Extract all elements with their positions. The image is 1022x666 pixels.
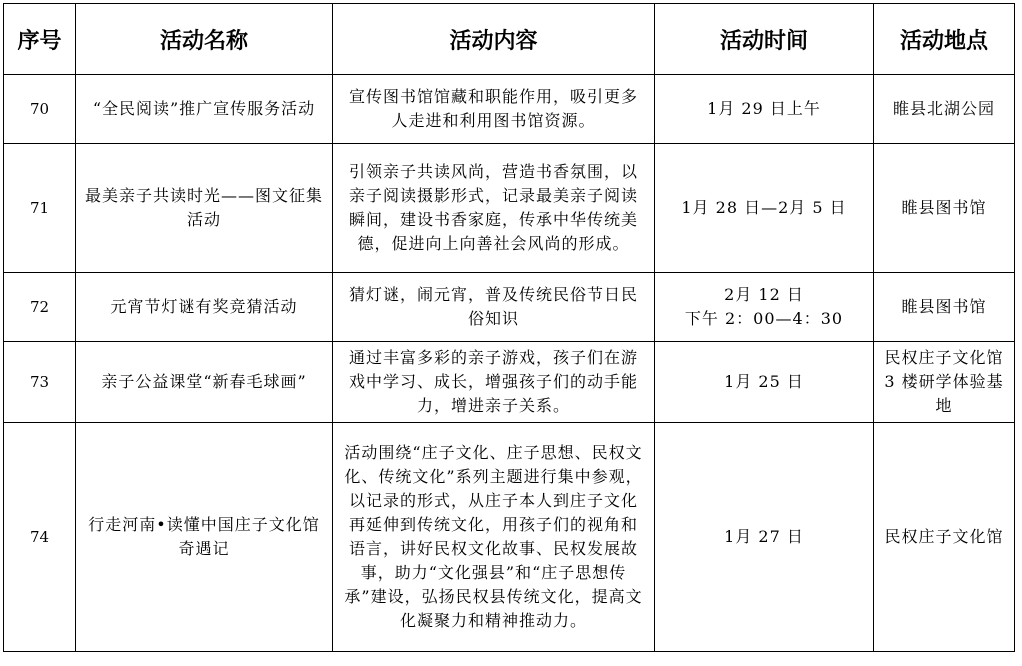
table-body xyxy=(4,75,1015,652)
header-no: 序号 xyxy=(4,4,76,75)
activity-table xyxy=(3,3,1015,652)
row-place: 睢县北湖公园 xyxy=(874,75,1015,144)
header-time: 活动时间 xyxy=(655,4,874,75)
row-place: 睢县图书馆 xyxy=(874,273,1015,342)
row-content: 猜灯谜，闹元宵，普及传统民俗节日民俗知识 xyxy=(333,273,655,342)
row-content: 通过丰富多彩的亲子游戏，孩子们在游戏中学习、成长，增强孩子们的动手能力，增进亲子关系。 xyxy=(333,342,655,423)
row-no: 71 xyxy=(4,144,76,273)
row-name: 最美亲子共读时光——图文征集活动 xyxy=(76,144,333,273)
table-row xyxy=(4,423,1015,652)
row-time: 1月 25 日 xyxy=(655,342,874,423)
row-time xyxy=(655,273,874,342)
row-place: 民权庄子文化馆 xyxy=(874,423,1015,652)
table-row xyxy=(4,273,1015,342)
table-row xyxy=(4,342,1015,423)
row-place: 民权庄子文化馆 3 楼研学体验基地 xyxy=(874,342,1015,423)
header-row xyxy=(4,4,1015,75)
row-time: 1月 27 日 xyxy=(655,423,874,652)
row-time: 1月 28 日—2月 5 日 xyxy=(655,144,874,273)
row-name: 亲子公益课堂“新春毛球画” xyxy=(76,342,333,423)
header-content: 活动内容 xyxy=(333,4,655,75)
row-content: 宣传图书馆馆藏和职能作用，吸引更多人走进和利用图书馆资源。 xyxy=(333,75,655,144)
header-place: 活动地点 xyxy=(874,4,1015,75)
table-header xyxy=(4,4,1015,75)
row-content: 活动围绕“庄子文化、庄子思想、民权文化、传统文化”系列主题进行集中参观，以记录的形式，从庄子本人到庄子文化再延伸到传统文化，用孩子们的视角和语言，讲好民权文化故事、民权发展故事，助力“文化强县”和“庄子思想传承”建设，弘扬民权县传统文化，提高文化凝聚力和精神推动力。 xyxy=(333,423,655,652)
row-no: 74 xyxy=(4,423,76,652)
row-time: 1月 29 日上午 xyxy=(655,75,874,144)
row-no: 72 xyxy=(4,273,76,342)
table-row xyxy=(4,144,1015,273)
row-content: 引领亲子共读风尚，营造书香氛围，以亲子阅读摄影形式，记录最美亲子阅读瞬间，建设书香家庭，传承中华传统美德，促进向上向善社会风尚的形成。 xyxy=(333,144,655,273)
header-name: 活动名称 xyxy=(76,4,333,75)
table-row xyxy=(4,75,1015,144)
row-time-hours: 下午 2：00—4：30 xyxy=(684,309,844,328)
row-no: 70 xyxy=(4,75,76,144)
row-name: 元宵节灯谜有奖竞猜活动 xyxy=(76,273,333,342)
row-no: 73 xyxy=(4,342,76,423)
row-name: 行走河南•读懂中国庄子文化馆奇遇记 xyxy=(76,423,333,652)
row-name: “全民阅读”推广宣传服务活动 xyxy=(76,75,333,144)
row-time-date: 2月 12 日 xyxy=(724,285,804,304)
row-place: 睢县图书馆 xyxy=(874,144,1015,273)
activity-table-sheet xyxy=(3,3,1014,661)
